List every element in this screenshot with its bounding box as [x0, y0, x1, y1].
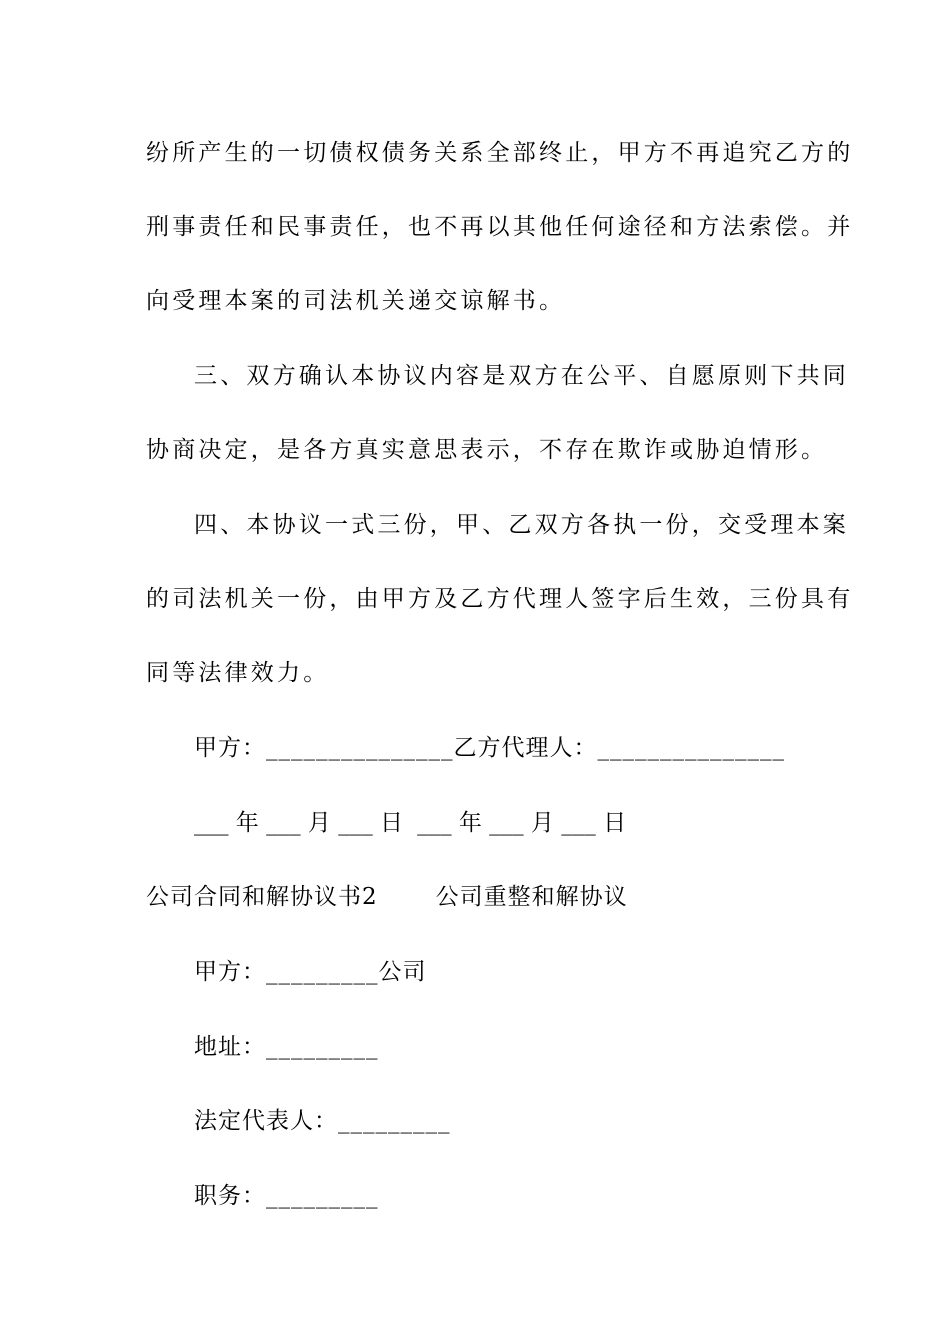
field-position: 职务：_________	[194, 1183, 379, 1209]
section-title: 公司合同和解协议书2	[146, 884, 378, 910]
paragraph-line: 四、本协议一式三份，甲、乙双方各执一份，交受理本案	[194, 512, 849, 538]
paragraph-line: 的司法机关一份，由甲方及乙方代理人签字后生效，三份具有	[146, 586, 854, 612]
paragraph-line: 纷所产生的一切债权债务关系全部终止，甲方不再追究乙方的	[146, 140, 854, 166]
section-heading	[146, 882, 806, 912]
field-address: 地址：_________	[194, 1034, 379, 1060]
date-party-a: ___ 年 ___ 月 ___ 日	[194, 810, 404, 836]
paragraph-line: 向受理本案的司法机关递交谅解书。	[146, 288, 566, 314]
party-a-signature: 甲方：_______________	[194, 735, 454, 761]
paragraph-line: 刑事责任和民事责任，也不再以其他任何途径和方法索偿。并	[146, 214, 854, 240]
field-legal-representative: 法定代表人：_________	[194, 1108, 451, 1134]
field-party-a: 甲方：_________公司	[194, 959, 427, 985]
paragraph-line: 同等法律效力。	[146, 660, 330, 686]
date-party-b: ___ 年 ___ 月 ___ 日	[417, 810, 627, 836]
party-b-agent-signature: 乙方代理人：_______________	[453, 735, 785, 761]
section-subtitle: 公司重整和解协议	[435, 884, 628, 910]
paragraph-line: 协商决定，是各方真实意思表示，不存在欺诈或胁迫情形。	[146, 437, 828, 463]
paragraph-line: 三、双方确认本协议内容是双方在公平、自愿原则下共同	[194, 363, 849, 389]
signature-line	[194, 733, 854, 763]
date-line	[194, 808, 854, 838]
